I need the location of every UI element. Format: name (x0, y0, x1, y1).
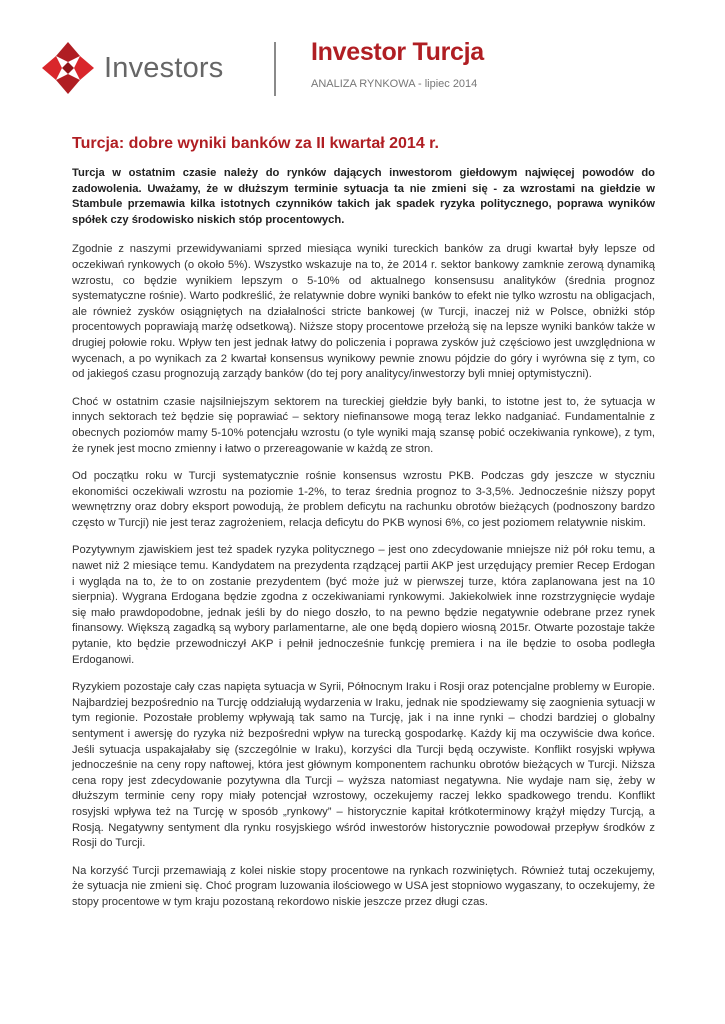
article-title: Turcja: dobre wyniki banków za II kwartał 2014 r. (72, 135, 439, 152)
article-paragraph: Zgodnie z naszymi przewidywaniami sprzed miesiąca wyniki tureckich banków za drugi kwartał były lepsze od oczekiwań rynkowych (o około 5%). Wszystko wskazuje na to, że 2014 r. sektor bankowy zamknie zerową dynamiką wzrostu, co będzie wynikiem lepszym o 5-10% od aktualnego konsensusu analityków (średnia prognoz systematyczne rośnie). Warto podkreślić, że relatywnie dobre wyniki banków to efekt nie tylko wzrostu na obligacjach, ale również zysków osiągniętych na działalności stricte bankowej (w Turcji, inaczej niż w Polsce, obniżki stóp procentowych poprawiają marżę odsetkową). Niższe stopy procentowe przełożą się na lepsze wyniki banków także w drugiej połowie roku. Wpływ ten jest jednak łatwy do policzenia i poprawa zysków już częściowo jest uwzględniona w wycenach, a po wynikach za 2 kwartał konsensus wynikowy pewnie znowu pójdzie do góry i wyrówna się z tym, co od jakiegoś czasu prognozują zarządy banków (do tej pory analitycy/inwestorzy byli mniej optymistyczni). (72, 243, 655, 381)
investors-logo-icon (40, 40, 96, 96)
document-subtitle: ANALIZA RYNKOWA - lipiec 2014 (311, 78, 478, 90)
investors-logo (40, 38, 240, 98)
article-paragraph: Choć w ostatnim czasie najsilniejszym sektorem na tureckiej giełdzie były banki, to istotne jest to, że sytuacja w innych sektorach też będzie się poprawiać – sektory niefinansowe mogą teraz lekko nadganiać. Fundamentalnie z obecnych poziomów mamy 5-10% potencjału wzrostu (o tyle wyniki mają szansę pobić oczekiwania rynkowe), z tym, że rynek jest mocno zmienny i łatwo o przereagowanie w każdą ze stron. (72, 395, 655, 455)
article-paragraph: Pozytywnym zjawiskiem jest też spadek ryzyka politycznego – jest ono zdecydowanie mniejsze niż pół roku temu, a nawet niż 2 miesiące temu. Kandydatem na prezydenta rządzącej partii AKP jest urzędujący premier Recep Erdogan i wygląda na to, że to on zostanie prezydentem (być może już w pierwszej turze, która zaplanowana jest na 10 sierpnia). Wygrana Erdogana będzie zgodna z oczekiwaniami rynkowymi. Jakiekolwiek inne rozstrzygnięcie wydaje się mało prawdopodobne, jednak jeśli by do niego doszło, to na pewno będzie negatywnie odebrane przez rynek finansowy. Większą zagadką są wybory parlamentarne, ale one będą dopiero wiosną 2015r. Otwarte pozostaje także pytanie, kto będzie przewodniczył AKP i pełnił jednocześnie funkcję premiera i na ile będzie to osoba podległa Erdoganowi. (72, 544, 655, 666)
header-divider (274, 42, 276, 96)
article-paragraph: Od początku roku w Turcji systematycznie rośnie konsensus wzrostu PKB. Podczas gdy jeszcze w styczniu ekonomiści oczekiwali wzrostu na poziomie 1-2%, to teraz średnia prognoz to 3-3,5%. Jednocześnie niższy popyt wewnętrzny oraz dobry eksport powodują, że problem deficytu na rachunku obrotów bieżących (podnoszony bardzo często w Turcji) nie jest teraz zagrożeniem, relacja deficytu do PKB wynosi 6%, co jest poziomem relatywnie niskim. (72, 470, 655, 529)
document-header (0, 0, 725, 110)
article-paragraph: Ryzykiem pozostaje cały czas napięta sytuacja w Syrii, Północnym Iraku i Rosji oraz potencjalne problemy w Europie. Najbardziej bezpośrednio na Turcję oddziałują wydarzenia w Iraku, jednak nie spodziewamy się zaognienia sytuacji w tym regionie. Pozostałe problemy wpływają tak samo na Turcję, jak i na inne rynki – chodzi bardziej o globalny sentyment i awersję do ryzyka niż bezpośredni wpływ na turecką gospodarkę. Każdy kij ma oczywiście dwa końce. Jeśli sytuacja uspakajałaby się (szczególnie w Iraku), korzyści dla Turcji będą oczywiste. Konflikt rosyjski wpływa jednocześnie na ceny ropy naftowej, która jest głównym komponentem rachunku obrotów bieżących w Turcji. Niższa cena ropy jest zdecydowanie pozytywna dla Turcji – wyższa natomiast negatywna. Nie wydaje nam się, żeby w dłuższym terminie ceny ropy miały potencjał wzrostowy, oczekujemy raczej lekko spadkowego trendu. Konflikt rosyjski wpływa też na Turcję w sposób „rynkowy” – historycznie kapitał krótkoterminowy krążył między Turcją, a Rosją. Negatywny sentyment dla rynku rosyjskiego wśród inwestorów historycznie powodował przepływ środków z Rosji do Turcji. (72, 681, 655, 850)
article-paragraph: Na korzyść Turcji przemawiają z kolei niskie stopy procentowe na rynkach rozwiniętych. Również tutaj oczekujemy, że sytuacja nie zmieni się. Choć program luzowania ilościowego w USA jest stopniowo wygaszany, to oczekujemy, że stopy procentowe w tym kraju pozostaną rekordowo niskie jeszcze przez długi czas. (72, 864, 655, 908)
document-title: Investor Turcja (311, 38, 484, 66)
brand-name: Investors (104, 51, 224, 84)
article-lead: Turcja w ostatnim czasie należy do rynków dających inwestorom giełdowym najwięcej powodów do zadowolenia. Uważamy, że w dłuższym terminie sytuacja ta nie zmieni się - za wzrostami na giełdzie w Stambule przemawia kilka istotnych czynników takich jak spadek ryzyka politycznego, poprawa wyników spółek czy środowisko niskich stóp procentowych. (72, 167, 655, 226)
article-body (72, 134, 655, 923)
